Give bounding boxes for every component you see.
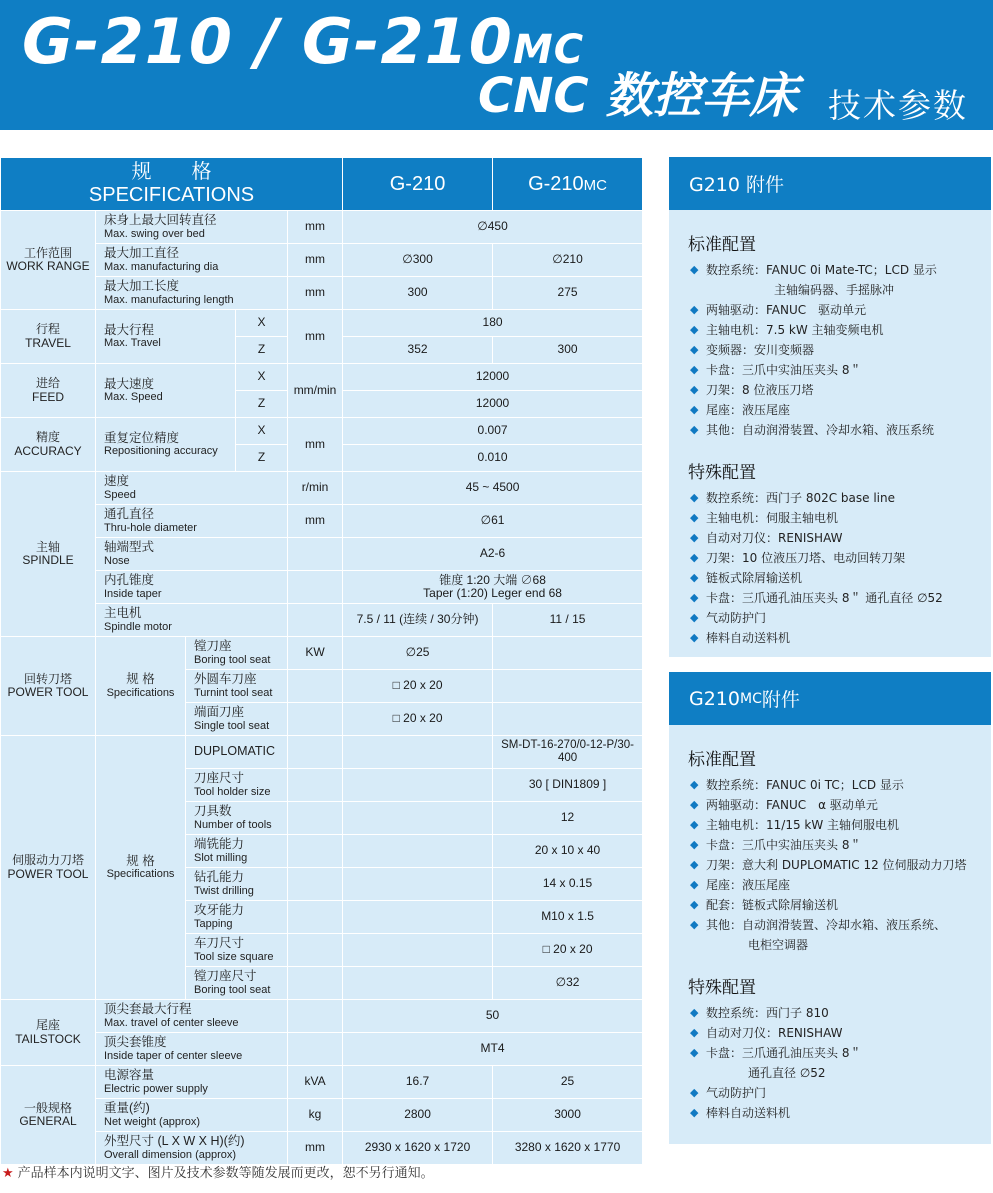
unit-cell bbox=[288, 736, 343, 769]
diamond-bullet-icon: ◆ bbox=[690, 303, 699, 316]
unit-cell: mm bbox=[288, 244, 343, 277]
standard-config-title: 标准配置 bbox=[688, 750, 756, 770]
item-cell: 速度 Speed bbox=[96, 472, 288, 505]
value-cell-g210 bbox=[343, 967, 493, 1000]
unit-cell bbox=[288, 703, 343, 736]
diamond-bullet-icon: ◆ bbox=[690, 838, 699, 851]
list-item bbox=[688, 608, 991, 628]
value-cell-g210mc bbox=[493, 670, 643, 703]
diamond-bullet-icon: ◆ bbox=[690, 878, 699, 891]
unit-cell: mm bbox=[288, 277, 343, 310]
list-item bbox=[688, 1083, 991, 1103]
item-cell: 最大加工长度 Max. manufacturing length bbox=[96, 277, 288, 310]
list-item bbox=[688, 528, 991, 548]
list-item-text: 自动对刀仪：RENISHAW bbox=[706, 531, 843, 545]
list-item-text: 主轴电机：11/15 kW 主轴伺服电机 bbox=[706, 818, 900, 832]
item-cell: 内孔锥度 Inside taper bbox=[96, 571, 288, 604]
diamond-bullet-icon: ◆ bbox=[690, 1106, 699, 1119]
category-cell: 伺服动力刀塔 POWER TOOL bbox=[1, 736, 96, 1000]
item-cell: 轴端型式 Nose bbox=[96, 538, 288, 571]
list-item bbox=[688, 775, 991, 795]
value-cell-g210 bbox=[343, 901, 493, 934]
unit-cell: mm bbox=[288, 310, 343, 364]
panel-g210-accessories bbox=[669, 157, 991, 657]
item-cell: 电源容量 Electric power supply bbox=[96, 1066, 288, 1099]
table-row bbox=[1, 472, 643, 505]
list-item bbox=[688, 835, 991, 855]
list-item-text: 主轴电机：7.5 kW 主轴变频电机 bbox=[706, 323, 884, 337]
diamond-bullet-icon: ◆ bbox=[690, 343, 699, 356]
list-item-continuation: 通孔直径 ∅52 bbox=[748, 1066, 826, 1080]
value-cell-g210: ∅300 bbox=[343, 244, 493, 277]
table-row bbox=[1, 310, 643, 337]
list-item bbox=[688, 795, 991, 815]
axis-cell: X bbox=[236, 310, 288, 337]
item-cell: 重量(约) Net weight (approx) bbox=[96, 1099, 288, 1132]
unit-cell: KW bbox=[288, 637, 343, 670]
optional-config-title: 特殊配置 bbox=[688, 463, 756, 483]
value-cell-g210: 7.5 / 11 (连续 / 30分钟) bbox=[343, 604, 493, 637]
unit-cell: kVA bbox=[288, 1066, 343, 1099]
sub-item-cell: 刀具数 Number of tools bbox=[186, 802, 288, 835]
sub-item-cell: 钻孔能力 Twist drilling bbox=[186, 868, 288, 901]
value-cell-g210: ∅25 bbox=[343, 637, 493, 670]
unit-cell bbox=[288, 901, 343, 934]
list-item-continuation: 主轴编码器、手摇脉冲 bbox=[774, 283, 895, 297]
diamond-bullet-icon: ◆ bbox=[690, 403, 699, 416]
standard-config-title: 标准配置 bbox=[688, 235, 756, 255]
header-g210: G-210 bbox=[343, 158, 493, 211]
diamond-bullet-icon: ◆ bbox=[690, 531, 699, 544]
category-cell: 尾座 TAILSTOCK bbox=[1, 1000, 96, 1066]
panel-g210mc-accessories bbox=[669, 672, 991, 1144]
value-cell-g210mc: 20 x 10 x 40 bbox=[493, 835, 643, 868]
optional-config-list bbox=[688, 488, 991, 648]
value-cell-g210mc: M10 x 1.5 bbox=[493, 901, 643, 934]
list-item bbox=[688, 895, 991, 915]
diamond-bullet-icon: ◆ bbox=[690, 611, 699, 624]
diamond-bullet-icon: ◆ bbox=[690, 263, 699, 276]
table-row bbox=[1, 1132, 643, 1165]
list-item-text: 数控系统：西门子 810 bbox=[706, 1006, 829, 1020]
list-item bbox=[688, 340, 991, 360]
list-item bbox=[688, 855, 991, 875]
unit-cell bbox=[288, 967, 343, 1000]
category-cell: 进给 FEED bbox=[1, 364, 96, 418]
list-item bbox=[688, 1023, 991, 1043]
table-row bbox=[1, 364, 643, 391]
diamond-bullet-icon: ◆ bbox=[690, 511, 699, 524]
item-cell: 主电机 Spindle motor bbox=[96, 604, 288, 637]
value-cell-g210mc: □ 20 x 20 bbox=[493, 934, 643, 967]
unit-cell: mm bbox=[288, 211, 343, 244]
value-cell-g210mc: ∅32 bbox=[493, 967, 643, 1000]
item-cell: 顶尖套最大行程 Max. travel of center sleeve bbox=[96, 1000, 288, 1033]
list-item-text: 变频器：安川变频器 bbox=[706, 343, 815, 357]
list-item bbox=[688, 320, 991, 340]
value-cell-g210mc bbox=[493, 637, 643, 670]
value-cell-g210 bbox=[343, 868, 493, 901]
optional-config-title: 特殊配置 bbox=[688, 978, 756, 998]
value-cell-g210 bbox=[343, 835, 493, 868]
diamond-bullet-icon: ◆ bbox=[690, 571, 699, 584]
table-row bbox=[1, 277, 643, 310]
group-cell: 规 格 Specifications bbox=[96, 736, 186, 1000]
category-cell: 主轴 SPINDLE bbox=[1, 472, 96, 637]
diamond-bullet-icon: ◆ bbox=[690, 1086, 699, 1099]
list-item bbox=[688, 508, 991, 528]
value-cell-g210mc: 11 / 15 bbox=[493, 604, 643, 637]
list-item-text: 数控系统：FANUC 0i Mate-TC；LCD 显示 bbox=[706, 263, 937, 277]
group-cell: 规 格 Specifications bbox=[96, 637, 186, 736]
unit-cell bbox=[288, 604, 343, 637]
list-item-continuation: 电柜空调器 bbox=[748, 938, 809, 952]
unit-cell: mm bbox=[288, 418, 343, 472]
list-item bbox=[688, 875, 991, 895]
diamond-bullet-icon: ◆ bbox=[690, 798, 699, 811]
list-item-text: 链板式除屑输送机 bbox=[706, 571, 803, 585]
diamond-bullet-icon: ◆ bbox=[690, 423, 699, 436]
list-item-text: 主轴电机：伺服主轴电机 bbox=[706, 511, 839, 525]
table-row bbox=[1, 1033, 643, 1066]
list-item bbox=[688, 380, 991, 400]
footnote: ★ 产品样本内说明文字、图片及技术参数等随发展而更改，恕不另行通知。 bbox=[2, 1166, 434, 1181]
value-cell: 锥度 1:20 大端 ∅68 Taper (1:20) Leger end 68 bbox=[343, 571, 643, 604]
list-item-text: 气动防护门 bbox=[706, 1086, 767, 1100]
list-item-text: 尾座：液压尾座 bbox=[706, 403, 791, 417]
list-item-text: 其他：自动润滑装置、冷却水箱、液压系统 bbox=[706, 423, 935, 437]
table-row bbox=[1, 418, 643, 445]
optional-config-list bbox=[688, 1003, 991, 1123]
value-cell-g210mc: 25 bbox=[493, 1066, 643, 1099]
table-row bbox=[1, 211, 643, 244]
item-cell: 外型尺寸 (L X W X H)(约) Overall dimension (approx) bbox=[96, 1132, 288, 1165]
unit-cell: r/min bbox=[288, 472, 343, 505]
value-cell-g210: 2800 bbox=[343, 1099, 493, 1132]
axis-cell: X bbox=[236, 364, 288, 391]
list-item-text: 气动防护门 bbox=[706, 611, 767, 625]
list-item bbox=[688, 400, 991, 420]
value-cell: 12000 bbox=[343, 364, 643, 391]
diamond-bullet-icon: ◆ bbox=[690, 591, 699, 604]
axis-cell: Z bbox=[236, 337, 288, 364]
header-specifications: 规格 SPECIFICATIONS bbox=[1, 158, 343, 211]
panel-title: G210 MC 附件 bbox=[669, 672, 991, 725]
unit-cell bbox=[288, 538, 343, 571]
table-row bbox=[1, 538, 643, 571]
sub-item-cell: DUPLOMATIC bbox=[186, 736, 288, 769]
unit-cell: mm bbox=[288, 505, 343, 538]
product-title: CNC 数控车床 bbox=[478, 68, 798, 124]
list-item bbox=[688, 360, 991, 380]
standard-config-list bbox=[688, 260, 991, 440]
value-cell-g210mc bbox=[493, 703, 643, 736]
value-cell-g210mc: 12 bbox=[493, 802, 643, 835]
value-cell-g210: □ 20 x 20 bbox=[343, 670, 493, 703]
table-row bbox=[1, 1000, 643, 1033]
item-cell: 顶尖套锥度 Inside taper of center sleeve bbox=[96, 1033, 288, 1066]
value-cell-g210mc: 3000 bbox=[493, 1099, 643, 1132]
sub-item-cell: 车刀尺寸 Tool size square bbox=[186, 934, 288, 967]
value-cell-g210: 352 bbox=[343, 337, 493, 364]
list-item bbox=[688, 260, 991, 300]
diamond-bullet-icon: ◆ bbox=[690, 918, 699, 931]
axis-cell: X bbox=[236, 418, 288, 445]
list-item bbox=[688, 1003, 991, 1023]
unit-cell bbox=[288, 802, 343, 835]
unit-cell: mm bbox=[288, 1132, 343, 1165]
sub-item-cell: 镗刀座尺寸 Boring tool seat bbox=[186, 967, 288, 1000]
value-cell: ∅450 bbox=[343, 211, 643, 244]
list-item bbox=[688, 915, 991, 955]
table-row bbox=[1, 1066, 643, 1099]
table-row bbox=[1, 1099, 643, 1132]
diamond-bullet-icon: ◆ bbox=[690, 898, 699, 911]
value-cell: 45 ~ 4500 bbox=[343, 472, 643, 505]
diamond-bullet-icon: ◆ bbox=[690, 383, 699, 396]
list-item bbox=[688, 488, 991, 508]
list-item bbox=[688, 420, 991, 440]
table-row bbox=[1, 637, 643, 670]
table-row bbox=[1, 736, 643, 769]
list-item bbox=[688, 568, 991, 588]
value-cell-g210mc: ∅210 bbox=[493, 244, 643, 277]
category-cell: 工作范围 WORK RANGE bbox=[1, 211, 96, 310]
item-cell: 床身上最大回转直径 Max. swing over bed bbox=[96, 211, 288, 244]
value-cell-g210mc: SM-DT-16-270/0-12-P/30-400 bbox=[493, 736, 643, 769]
list-item-text: 刀架：8 位液压刀塔 bbox=[706, 383, 814, 397]
axis-cell: Z bbox=[236, 391, 288, 418]
value-cell-g210: 16.7 bbox=[343, 1066, 493, 1099]
list-item-text: 刀架：10 位液压刀塔、电动回转刀架 bbox=[706, 551, 906, 565]
value-cell: A2-6 bbox=[343, 538, 643, 571]
diamond-bullet-icon: ◆ bbox=[690, 1026, 699, 1039]
list-item bbox=[688, 300, 991, 320]
value-cell-g210 bbox=[343, 802, 493, 835]
list-item-text: 数控系统：西门子 802C base line bbox=[706, 491, 895, 505]
list-item bbox=[688, 815, 991, 835]
value-cell-g210: 2930 x 1620 x 1720 bbox=[343, 1132, 493, 1165]
list-item-text: 棒料自动送料机 bbox=[706, 1106, 791, 1120]
category-cell: 一般规格 GENERAL bbox=[1, 1066, 96, 1165]
table-row bbox=[1, 571, 643, 604]
value-cell: 0.010 bbox=[343, 445, 643, 472]
list-item-text: 刀架：意大利 DUPLOMATIC 12 位伺服动力刀塔 bbox=[706, 858, 967, 872]
list-item-text: 其他：自动润滑装置、冷却水箱、液压系统、 bbox=[706, 918, 947, 932]
list-item bbox=[688, 1103, 991, 1123]
diamond-bullet-icon: ◆ bbox=[690, 323, 699, 336]
diamond-bullet-icon: ◆ bbox=[690, 631, 699, 644]
diamond-bullet-icon: ◆ bbox=[690, 818, 699, 831]
unit-cell bbox=[288, 769, 343, 802]
sub-item-cell: 镗刀座 Boring tool seat bbox=[186, 637, 288, 670]
diamond-bullet-icon: ◆ bbox=[690, 551, 699, 564]
star-icon: ★ bbox=[2, 1166, 14, 1181]
item-cell: 通孔直径 Thru-hole diameter bbox=[96, 505, 288, 538]
spec-table bbox=[0, 157, 643, 1165]
diamond-bullet-icon: ◆ bbox=[690, 491, 699, 504]
unit-cell bbox=[288, 571, 343, 604]
table-row bbox=[1, 505, 643, 538]
category-cell: 回转刀塔 POWER TOOL bbox=[1, 637, 96, 736]
item-cell: 最大加工直径 Max. manufacturing dia bbox=[96, 244, 288, 277]
table-row bbox=[1, 604, 643, 637]
value-cell: ∅61 bbox=[343, 505, 643, 538]
list-item-text: 卡盘：三爪中实油压夹头 8＂ bbox=[706, 363, 862, 377]
sub-item-cell: 端面刀座 Single tool seat bbox=[186, 703, 288, 736]
header-g210mc: G-210MC bbox=[493, 158, 643, 211]
value-cell-g210mc: 30 [ DIN1809 ] bbox=[493, 769, 643, 802]
unit-cell bbox=[288, 868, 343, 901]
value-cell: 12000 bbox=[343, 391, 643, 418]
list-item-text: 尾座：液压尾座 bbox=[706, 878, 791, 892]
value-cell: 180 bbox=[343, 310, 643, 337]
model-title: G-210 / G-210MC bbox=[22, 5, 585, 78]
value-cell-g210mc: 300 bbox=[493, 337, 643, 364]
value-cell-g210mc: 275 bbox=[493, 277, 643, 310]
table-row bbox=[1, 244, 643, 277]
diamond-bullet-icon: ◆ bbox=[690, 1046, 699, 1059]
table-header-row bbox=[1, 158, 643, 211]
value-cell-g210: □ 20 x 20 bbox=[343, 703, 493, 736]
unit-cell bbox=[288, 1033, 343, 1066]
value-cell-g210mc: 14 x 0.15 bbox=[493, 868, 643, 901]
list-item-text: 自动对刀仪：RENISHAW bbox=[706, 1026, 843, 1040]
sub-item-cell: 攻牙能力 Tapping bbox=[186, 901, 288, 934]
sub-item-cell: 端铣能力 Slot milling bbox=[186, 835, 288, 868]
value-cell-g210mc: 3280 x 1620 x 1770 bbox=[493, 1132, 643, 1165]
value-cell: MT4 bbox=[343, 1033, 643, 1066]
value-cell-g210 bbox=[343, 736, 493, 769]
unit-cell: mm/min bbox=[288, 364, 343, 418]
list-item-text: 卡盘：三爪通孔油压夹头 8＂ bbox=[706, 1046, 862, 1060]
value-cell-g210 bbox=[343, 769, 493, 802]
item-cell: 最大行程 Max. Travel bbox=[96, 310, 236, 364]
value-cell-g210 bbox=[343, 934, 493, 967]
page-subtitle: 技术参数 bbox=[828, 86, 968, 125]
diamond-bullet-icon: ◆ bbox=[690, 778, 699, 791]
list-item bbox=[688, 628, 991, 648]
unit-cell bbox=[288, 670, 343, 703]
category-cell: 精度 ACCURACY bbox=[1, 418, 96, 472]
axis-cell: Z bbox=[236, 445, 288, 472]
value-cell-g210: 300 bbox=[343, 277, 493, 310]
list-item-text: 两轴驱动：FANUC α 驱动单元 bbox=[706, 798, 878, 812]
item-cell: 重复定位精度 Repositioning accuracy bbox=[96, 418, 236, 472]
unit-cell bbox=[288, 1000, 343, 1033]
sub-item-cell: 刀座尺寸 Tool holder size bbox=[186, 769, 288, 802]
list-item-text: 棒料自动送料机 bbox=[706, 631, 791, 645]
list-item bbox=[688, 548, 991, 568]
value-cell: 50 bbox=[343, 1000, 643, 1033]
panel-title: G210 附件 bbox=[669, 157, 991, 210]
unit-cell bbox=[288, 934, 343, 967]
list-item-text: 配套：链板式除屑输送机 bbox=[706, 898, 839, 912]
value-cell: 0.007 bbox=[343, 418, 643, 445]
item-cell: 最大速度 Max. Speed bbox=[96, 364, 236, 418]
diamond-bullet-icon: ◆ bbox=[690, 858, 699, 871]
list-item bbox=[688, 588, 991, 608]
unit-cell bbox=[288, 835, 343, 868]
header-banner bbox=[0, 0, 993, 130]
list-item-text: 数控系统：FANUC 0i TC；LCD 显示 bbox=[706, 778, 904, 792]
list-item-text: 卡盘：三爪通孔油压夹头 8＂ 通孔直径 ∅52 bbox=[706, 591, 943, 605]
list-item bbox=[688, 1043, 991, 1083]
category-cell: 行程 TRAVEL bbox=[1, 310, 96, 364]
list-item-text: 卡盘：三爪中实油压夹头 8＂ bbox=[706, 838, 862, 852]
diamond-bullet-icon: ◆ bbox=[690, 363, 699, 376]
standard-config-list bbox=[688, 775, 991, 955]
list-item-text: 两轴驱动：FANUC 驱动单元 bbox=[706, 303, 867, 317]
sub-item-cell: 外圆车刀座 Turnint tool seat bbox=[186, 670, 288, 703]
unit-cell: kg bbox=[288, 1099, 343, 1132]
diamond-bullet-icon: ◆ bbox=[690, 1006, 699, 1019]
